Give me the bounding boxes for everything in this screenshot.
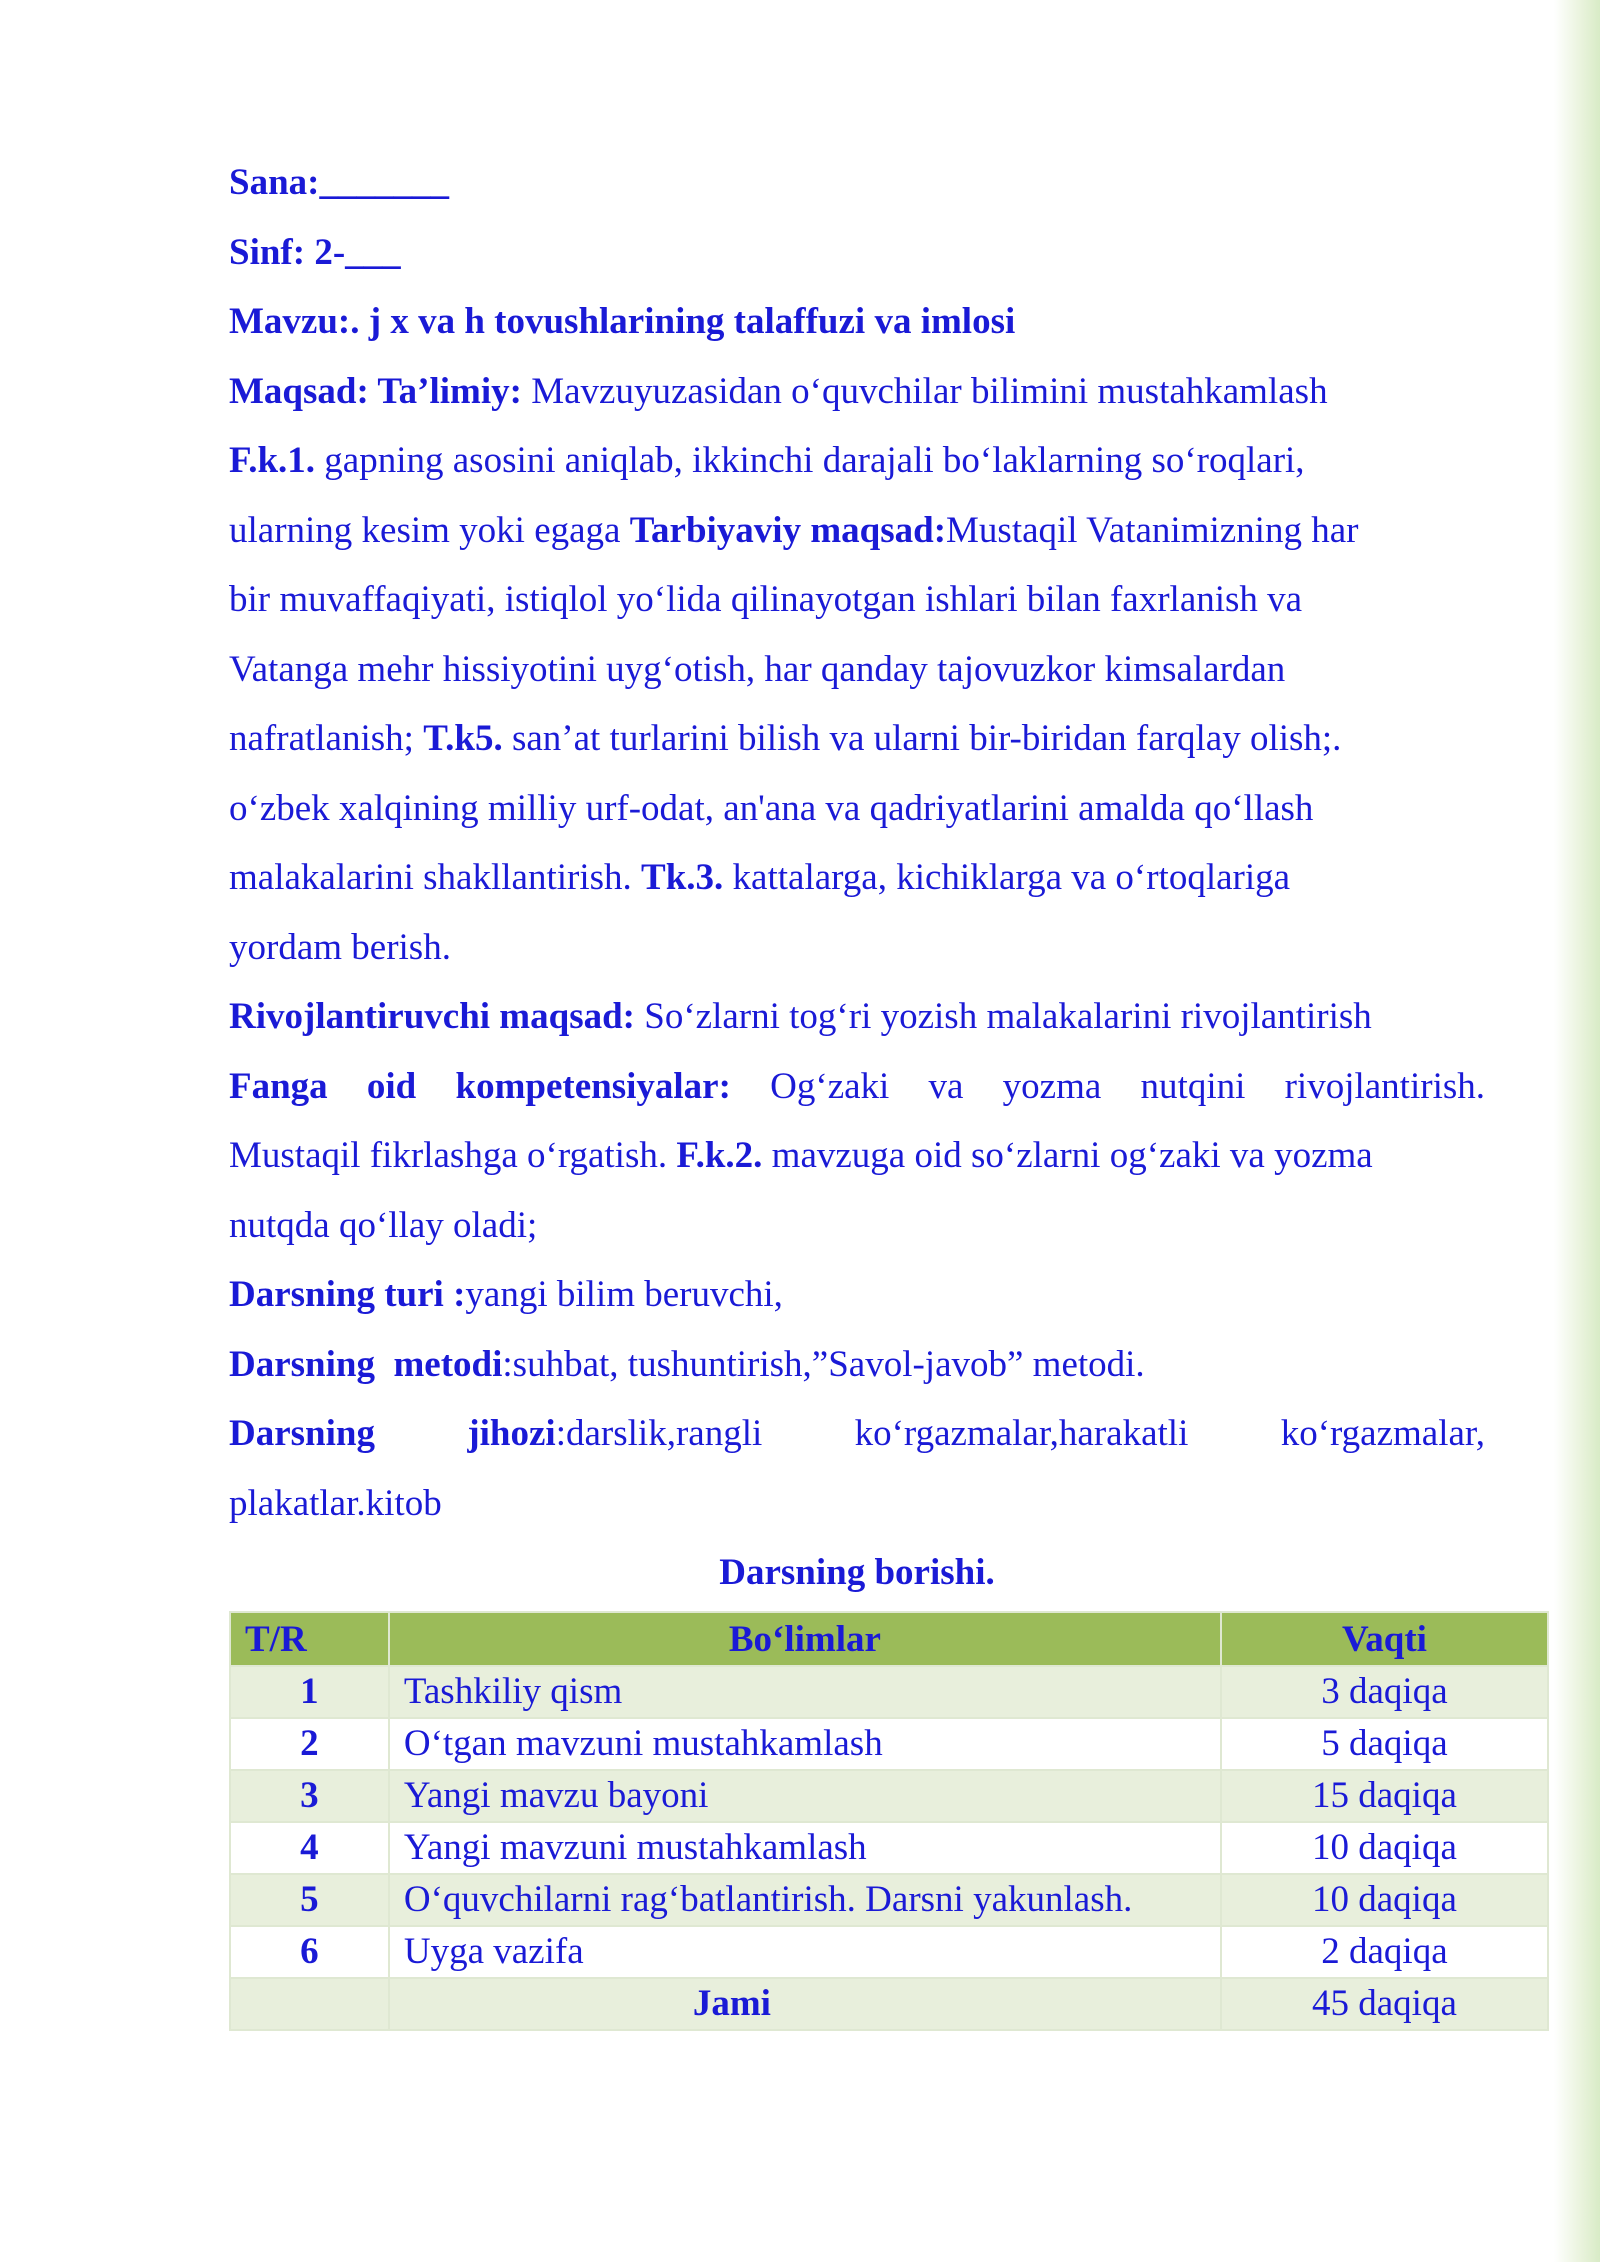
row-time: 10 daqiqa <box>1221 1874 1548 1926</box>
row-section: O‘tgan mavzuni mustahkamlash <box>389 1718 1221 1770</box>
goal-line-7: o‘zbek xalqining milliy urf-odat, an'ana va qadriyatlarini amalda qo‘llash <box>229 787 1314 829</box>
row-section: Yangi mavzu bayoni <box>389 1770 1221 1822</box>
goal-line-9: yordam berish. <box>229 926 451 968</box>
row-time: 3 daqiqa <box>1221 1666 1548 1718</box>
total-label: Jami <box>389 1978 1221 2030</box>
goal-line-4: bir muvaffaqiyati, istiqlol yo‘lida qilinayotgan ishlari bilan faxrlanish va <box>229 579 1303 620</box>
lesson-plan-page <box>229 148 1485 1608</box>
row-time: 10 daqiqa <box>1221 1822 1548 1874</box>
row-time: 5 daqiqa <box>1221 1718 1548 1770</box>
class-line: Sinf: 2-___ <box>229 231 401 273</box>
row-section: Tashkiliy qism <box>389 1666 1221 1718</box>
col-header-number: T/R <box>230 1612 389 1666</box>
goal-line-2: F.k.1. gapning asosini aniqlab, ikkinchi darajali bo‘laklarning so‘roqlari, <box>229 440 1305 481</box>
row-time: 15 daqiqa <box>1221 1770 1548 1822</box>
table-row <box>230 1874 1548 1926</box>
lesson-type: Darsning turi :yangi bilim beruvchi, <box>229 1274 783 1315</box>
goal-line-8: malakalarini shakllantirish. Tk.3. kattalarga, kichiklarga va o‘rtoqlariga <box>229 857 1291 898</box>
table-row <box>230 1718 1548 1770</box>
table-header-row <box>230 1612 1548 1666</box>
table-total-row <box>230 1978 1548 2030</box>
table-row <box>230 1926 1548 1978</box>
table-row <box>230 1822 1548 1874</box>
row-section: O‘quvchilarni rag‘batlantirish. Darsni yakunlash. <box>389 1874 1221 1926</box>
page-edge-decoration <box>1554 0 1600 2262</box>
competencies-line-3: nutqda qo‘llay oladi; <box>229 1204 538 1246</box>
total-empty-cell <box>230 1978 389 2030</box>
col-header-sections: Bo‘limlar <box>389 1612 1221 1666</box>
col-header-time: Vaqti <box>1221 1612 1548 1666</box>
row-number: 6 <box>230 1926 389 1978</box>
lesson-plan-table <box>229 1611 1549 2031</box>
row-number: 1 <box>230 1666 389 1718</box>
goal-line-6: nafratlanish; T.k5. san’at turlarini bilish va ularni bir-biridan farqlay olish;. <box>229 718 1342 759</box>
row-number: 2 <box>230 1718 389 1770</box>
date-line: Sana:_______ <box>229 162 449 203</box>
total-time: 45 daqiqa <box>1221 1978 1548 2030</box>
row-section: Uyga vazifa <box>389 1926 1221 1978</box>
lesson-method: Darsning metodi:suhbat, tushuntirish,”Savol-javob” metodi. <box>229 1343 1145 1385</box>
row-number: 4 <box>230 1822 389 1874</box>
table-row <box>230 1770 1548 1822</box>
table-row <box>230 1666 1548 1718</box>
goal-line-1: Maqsad: Ta’limiy: Mavzuyuzasidan o‘quvchilar bilimini mustahkamlash <box>229 370 1328 412</box>
section-title: Darsning borishi. <box>719 1552 995 1593</box>
competencies-line-1: Fanga oid kompetensiyalar: Og‘zaki va yozma nutqini rivojlantirish. <box>229 1065 1485 1107</box>
topic-line: Mavzu:. j x va h tovushlarining talaffuzi va imlosi <box>229 301 1016 342</box>
goal-line-3: ularning kesim yoki egaga Tarbiyaviy maqsad:Mustaqil Vatanimizning har <box>229 509 1359 551</box>
developmental-goal: Rivojlantiruvchi maqsad: So‘zlarni tog‘ri yozish malakalarini rivojlantirish <box>229 996 1372 1037</box>
row-number: 3 <box>230 1770 389 1822</box>
row-section: Yangi mavzuni mustahkamlash <box>389 1822 1221 1874</box>
row-number: 5 <box>230 1874 389 1926</box>
competencies-line-2: Mustaqil fikrlashga o‘rgatish. F.k.2. mavzuga oid so‘zlarni og‘zaki va yozma <box>229 1135 1373 1176</box>
lesson-equipment-line-2: plakatlar.kitob <box>229 1482 442 1524</box>
lesson-equipment-line-1: Darsning jihozi:darslik,rangli ko‘rgazmalar,harakatli ko‘rgazmalar, <box>229 1413 1486 1454</box>
goal-line-5: Vatanga mehr hissiyotini uyg‘otish, har qanday tajovuzkor kimsalardan <box>229 648 1286 690</box>
row-time: 2 daqiqa <box>1221 1926 1548 1978</box>
